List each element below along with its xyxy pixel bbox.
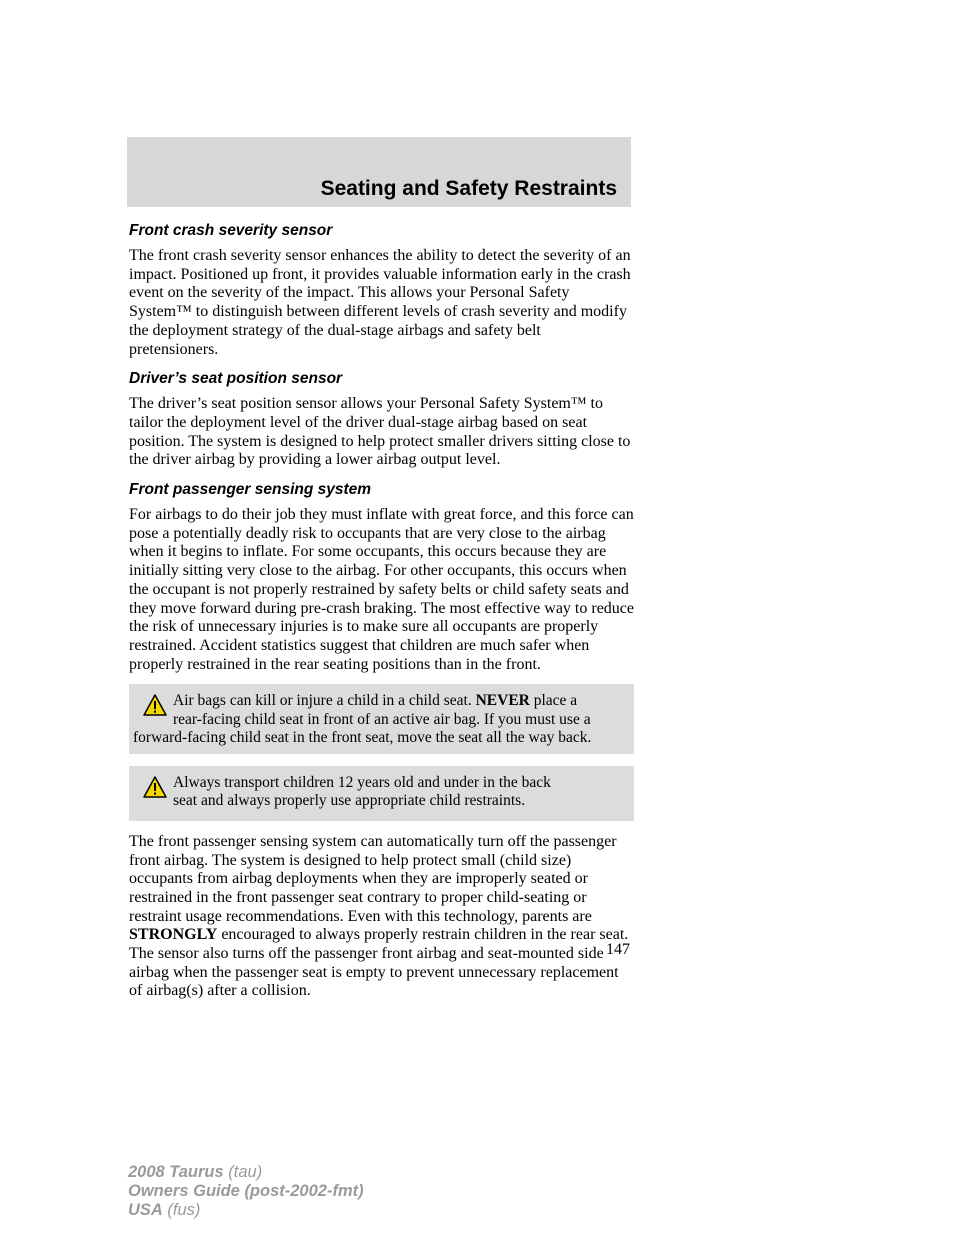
footer-line-market: [128, 1201, 364, 1220]
warning-line: rear-facing child seat in front of an active air bag. If you must use a: [173, 710, 591, 728]
footer-line-guide: [128, 1182, 364, 1201]
footer-market-code: (fus): [162, 1201, 201, 1219]
paragraph-driver-seat-position: The driver’s seat position sensor allows your Personal Safety System™ to tailor the deployment level of the driver dual-stage airbag based on seat position. The system is designed to help protect smaller drivers sitting close to the driver airbag by providing a lower airbag output level.: [129, 395, 631, 469]
paragraph-front-crash-severity: The front crash severity sensor enhances the ability to detect the severity of an impact. Positioned up front, it provides valuable information early in the crash event on the severity of the impact. This allows your Personal Safety System™ to distinguish between different levels of crash severity and modify the deployment strategy of the dual-stage airbags and safety belt pretensioners.: [129, 247, 631, 358]
page-number: 147: [606, 941, 630, 958]
warning-line: seat and always properly use appropriate child restraints.: [173, 792, 526, 810]
warning-emphasis: NEVER: [475, 692, 530, 710]
section-title: Seating and Safety Restraints: [320, 177, 617, 200]
footer-line-model: [128, 1163, 364, 1182]
warning-text: place a: [529, 692, 578, 710]
paragraph-emphasis: STRONGLY: [129, 926, 218, 944]
heading-driver-seat-position: Driver’s seat position sensor: [129, 370, 343, 388]
warning-text: Air bags can kill or injure a child in a child seat.: [173, 692, 476, 710]
document-footer: [128, 1163, 364, 1220]
footer-market: USA: [128, 1201, 163, 1219]
paragraph-passenger-sensing-details: [129, 833, 634, 1001]
footer-model: 2008 Taurus: [128, 1163, 224, 1181]
section-header-band: [127, 137, 631, 207]
paragraph-text: The front passenger sensing system can automatically turn off the passenger front airbag. The system is designed to help protect small (child size) occupants from airbag deployments when they are improperly seated or restrained in the front passenger seat contrary to proper child-seating or restraint usage recommendations. Even with this technology, parents are: [129, 832, 617, 925]
warning-line: [129, 692, 628, 711]
heading-front-passenger-sensing: Front passenger sensing system: [129, 481, 372, 499]
heading-front-crash-severity: Front crash severity sensor: [129, 222, 333, 239]
warning-line: forward-facing child seat in the front seat, move the seat all the way back.: [133, 729, 592, 747]
footer-model-code: (tau): [223, 1163, 263, 1181]
footer-guide: Owners Guide (post-2002-fmt): [128, 1182, 364, 1200]
paragraph-text: encouraged to always properly restrain children in the rear seat. The sensor also turns off the passenger front airbag and seat-mounted side airbag when the passenger seat is empty to prevent unnecessary replacement of airbag(s) after a collision.: [129, 926, 629, 1000]
warning-line: Always transport children 12 years old and under in the back: [173, 773, 551, 791]
warning-triangle-icon: [143, 776, 167, 798]
warning-triangle-icon: [143, 694, 167, 716]
warning-box-children-rear-seat: [129, 766, 634, 821]
warning-box-child-seat: [129, 684, 634, 754]
paragraph-front-passenger-sensing: For airbags to do their job they must inflate with great force, and this force can pose a potentially deadly risk to occupants that are very close to the airbag when it begins to inflate. For some occupants, this occurs because they are initially sitting very close to the airbag. For other occupants, this occurs when the occupant is not properly restrained by safety belts or child safety seats and they move forward during pre-crash braking. The most effective way to reduce the risk of unnecessary injuries is to make sure all occupants are properly restrained. Accident statistics suggest that children are much safer when properly restrained in the rear seating positions than in the front.: [129, 506, 634, 673]
page-content: [129, 221, 634, 1011]
